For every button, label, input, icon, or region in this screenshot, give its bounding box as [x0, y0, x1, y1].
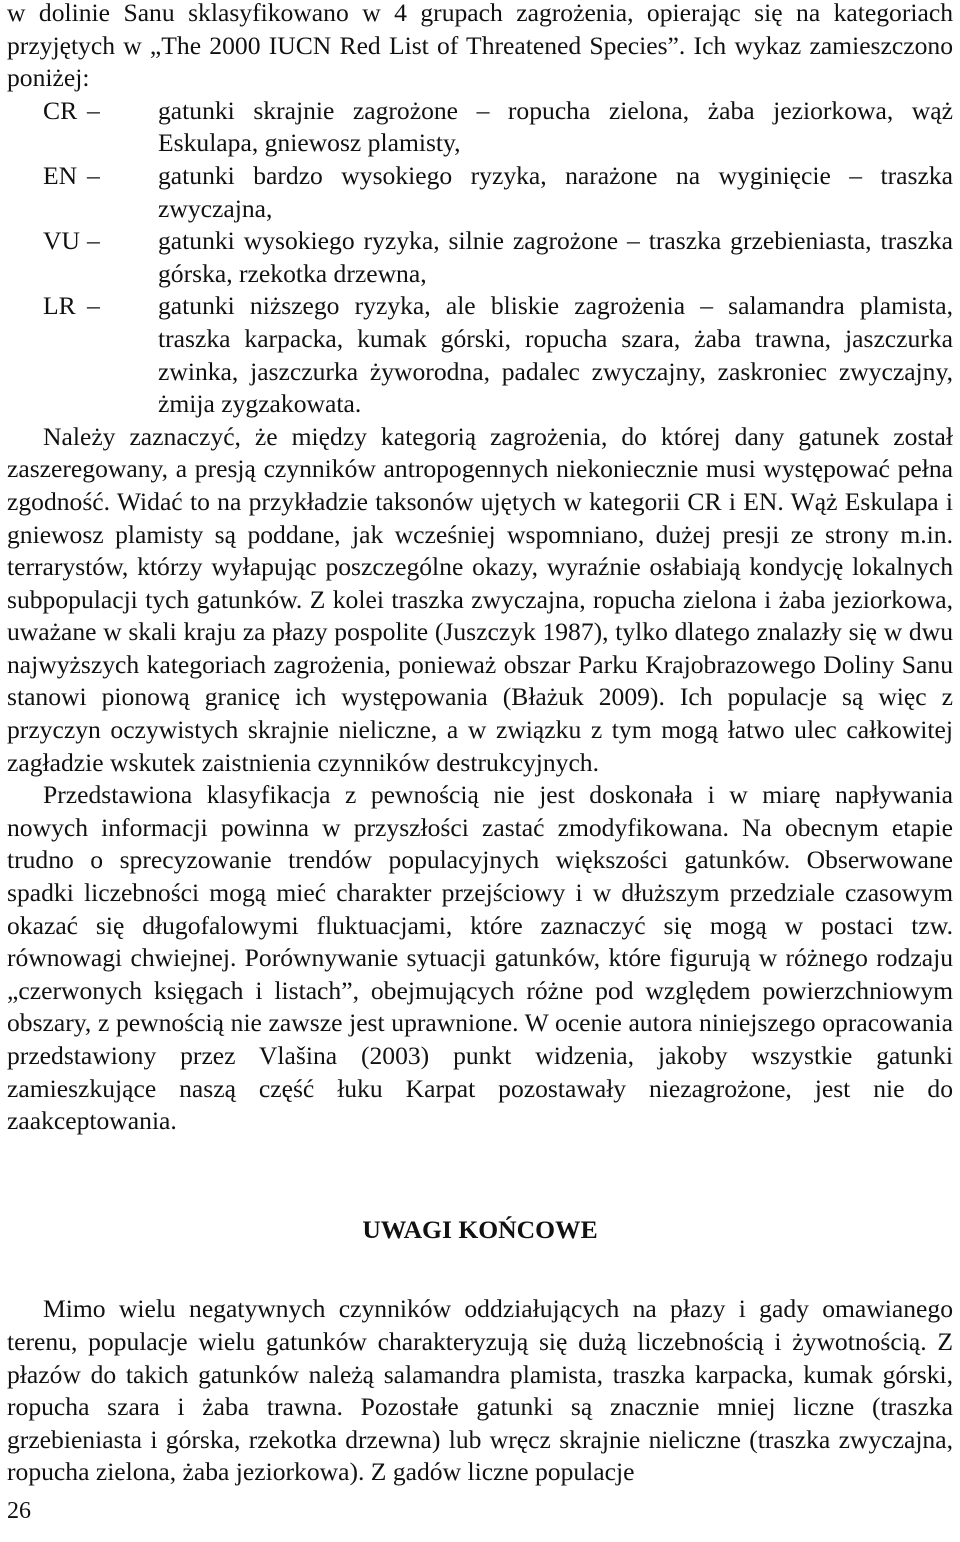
category-code: VU	[43, 226, 80, 256]
category-item-cr	[7, 95, 953, 160]
body-paragraph-1: Należy zaznaczyć, że między kategorią zagrożenia, do której dany gatunek został zaszeregowany, a presją czynników antropogennych niekoniecznie musi występować pełna zgodność. Widać to na przykładzie taksonów ujętych w kategorii CR i EN. Wąż Eskulapa i gniewosz plamisty są poddane, jak wcześniej wspomniano, dużej presji ze strony m.in. terrarystów, którzy wyłapując poszczególne okazy, wyraźnie osłabiają kondycję lokalnych subpopulacji tych gatunków. Z kolei traszka zwyczajna, ropucha zielona i żaba jeziorkowa, uważane w skali kraju za płazy pospolite (Juszczyk 1987), tylko dlatego znalazły się w dwu najwyższych kategoriach zagrożenia, ponieważ obszar Parku Krajobrazowego Doliny Sanu stanowi pionową granicę ich występowania (Błażuk 2009). Ich populacje są więc z przyczyn oczywistych skrajnie nieliczne, a w związku z tym mogą łatwo ulec całkowitej zagładzie wskutek zaistnienia czynników destrukcyjnych.	[7, 421, 953, 777]
category-dash: –	[87, 291, 100, 321]
section-heading: UWAGI KOŃCOWE	[362, 1214, 598, 1244]
category-item-lr	[7, 290, 953, 420]
category-text: gatunki niższego ryzyka, ale bliskie zagrożenia – salamandra plamista, traszka karpacka, kumak górski, ropucha szara, żaba trawna, jaszczurka zwinka, jaszczurka żyworodna, padalec zwyczajny, zaskroniec zwyczajny, żmija zygzakowata.	[158, 291, 953, 419]
page-number: 26	[7, 1498, 31, 1524]
intro-paragraph: w dolinie Sanu sklasyfikowano w 4 grupach zagrożenia, opierając się na kategoriach przyjętych w „The 2000 IUCN Red List of Threatened Species”. Ich wykaz zamieszczono poniżej:	[7, 0, 953, 93]
category-list	[7, 95, 953, 421]
category-dash: –	[87, 95, 100, 125]
category-text: gatunki skrajnie zagrożone – ropucha zielona, żaba jeziorkowa, wąż Eskulapa, gniewosz plamisty,	[158, 95, 953, 158]
body-paragraph-2: Przedstawiona klasyfikacja z pewnością nie jest doskonała i w miarę napływania nowych informacji powinna w przyszłości zastać zmodyfikowana. Na obecnym etapie trudno o sprecyzowanie trendów populacyjnych większości gatunków. Obserwowane spadki liczebności mogą mieć charakter przejściowy i w dłuższym przedziale czasowym okazać się długofalowymi fluktuacjami, które zaznaczyć się mogą w postaci tzw. równowagi chwiejnej. Porównywanie sytuacji gatunków, które figurują w różnego rodzaju „czerwonych księgach i listach”, obejmujących różne pod względem powierzchniowym obszary, z pewnością nie zawsze jest uprawnione. W ocenie autora niniejszego opracowania przedstawiony przez Vlašina (2003) punkt widzenia, jakoby wszystkie gatunki zamieszkujące naszą część łuku Karpat pozostawały niezagrożone, jest nie do zaakceptowania.	[7, 780, 953, 1136]
category-code: CR	[43, 95, 78, 125]
category-code: EN	[43, 160, 78, 190]
category-item-en	[7, 160, 953, 225]
category-code: LR	[43, 291, 76, 321]
category-dash: –	[87, 226, 100, 256]
category-dash: –	[87, 160, 100, 190]
final-paragraph: Mimo wielu negatywnych czynników oddziałujących na płazy i gady omawianego terenu, populacje wielu gatunków charakteryzują się dużą liczebnością i żywotnością. Z płazów do takich gatunków należą salamandra plamista, traszka karpacka, kumak górski, ropucha szara i żaba trawna. Pozostałe gatunki są znacznie mniej liczne (traszka grzebieniasta i górska, rzekotka drzewna) lub wręcz skrajnie nieliczne (traszka zwyczajna, ropucha zielona, żaba jeziorkowa). Z gadów liczne populacje	[7, 1294, 953, 1487]
category-text: gatunki wysokiego ryzyka, silnie zagrożone – traszka grzebieniasta, traszka górska, rzekotka drzewna,	[158, 226, 953, 288]
category-item-vu	[7, 225, 953, 290]
category-text: gatunki bardzo wysokiego ryzyka, narażone na wyginięcie – traszka zwyczajna,	[158, 160, 953, 223]
